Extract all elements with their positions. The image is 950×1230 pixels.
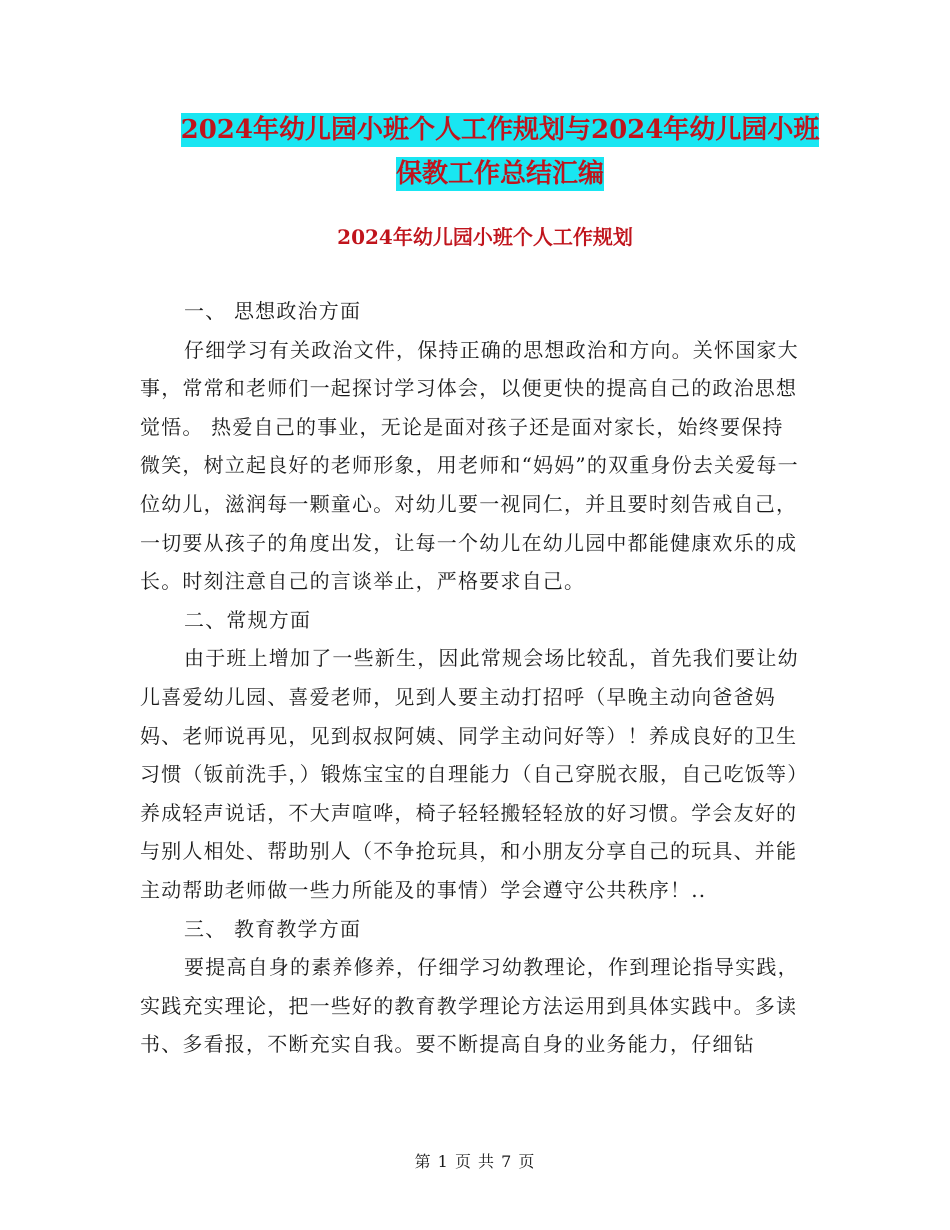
section-heading-teaching: 三、 教育教学方面 bbox=[184, 916, 362, 941]
document-title-line-1: 2024年幼儿园小班个人工作规划与2024年幼儿园小班 bbox=[180, 115, 820, 145]
section-heading-routine: 二、常规方面 bbox=[184, 607, 312, 632]
paragraph-politics: 仔细学习有关政治文件，保持正确的思想政治和方向。关怀国家大事，常常和老师们一起探讨学习体会，以便更快的提高自己的政治思想觉悟。 热爱自己的事业，无论是面对孩子还是面对家长，始终要保持微笑，树立起良好的老师形象，用老师和“妈妈”的双重身份去关爱每一位幼儿，滋润每一颗童心。对幼儿要一视同仁，并且要时刻告戒自己，一切要从孩子的角度出发，让每一个幼儿在幼儿园中都能健康欢乐的成长。时刻注意自己的言谈举止，严格要求自己。 bbox=[140, 337, 799, 594]
section-heading-politics: 一、 思想政治方面 bbox=[184, 299, 362, 323]
page-number-footer: 第 1 页 共 7 页 bbox=[414, 1152, 536, 1171]
document-title bbox=[140, 108, 860, 196]
section-title: 2024年幼儿园小班个人工作规划 bbox=[337, 225, 633, 249]
document-body bbox=[140, 292, 802, 1064]
paragraph-teaching: 要提高自身的素养修养，仔细学习幼教理论，作到理论指导实践，实践充实理论，把一些好的教育教学理论方法运用到具体实践中。多读书、多看报，不断充实自我。要不断提高自身的业务能力，仔细钻 bbox=[140, 955, 799, 1057]
paragraph-routine: 由于班上增加了一些新生，因此常规会场比较乱，首先我们要让幼儿喜爱幼儿园、喜爱老师，见到人要主动打招呼（早晚主动向爸爸妈妈、老师说再见，见到叔叔阿姨、同学主动问好等）！养成良好的卫生习惯（钣前洗手，）锻炼宝宝的自理能力（自己穿脱衣服，自己吃饭等）养成轻声说话，不大声喧哗，椅子轻轻搬轻轻放的好习惯。学会友好的与别人相处、帮助别人（不争抢玩具，和小朋友分享自己的玩具、并能主动帮助老师做一些力所能及的事情）学会遵守公共秩序！.. bbox=[140, 646, 799, 902]
document-title-line-2: 保教工作总结汇编 bbox=[395, 159, 604, 189]
